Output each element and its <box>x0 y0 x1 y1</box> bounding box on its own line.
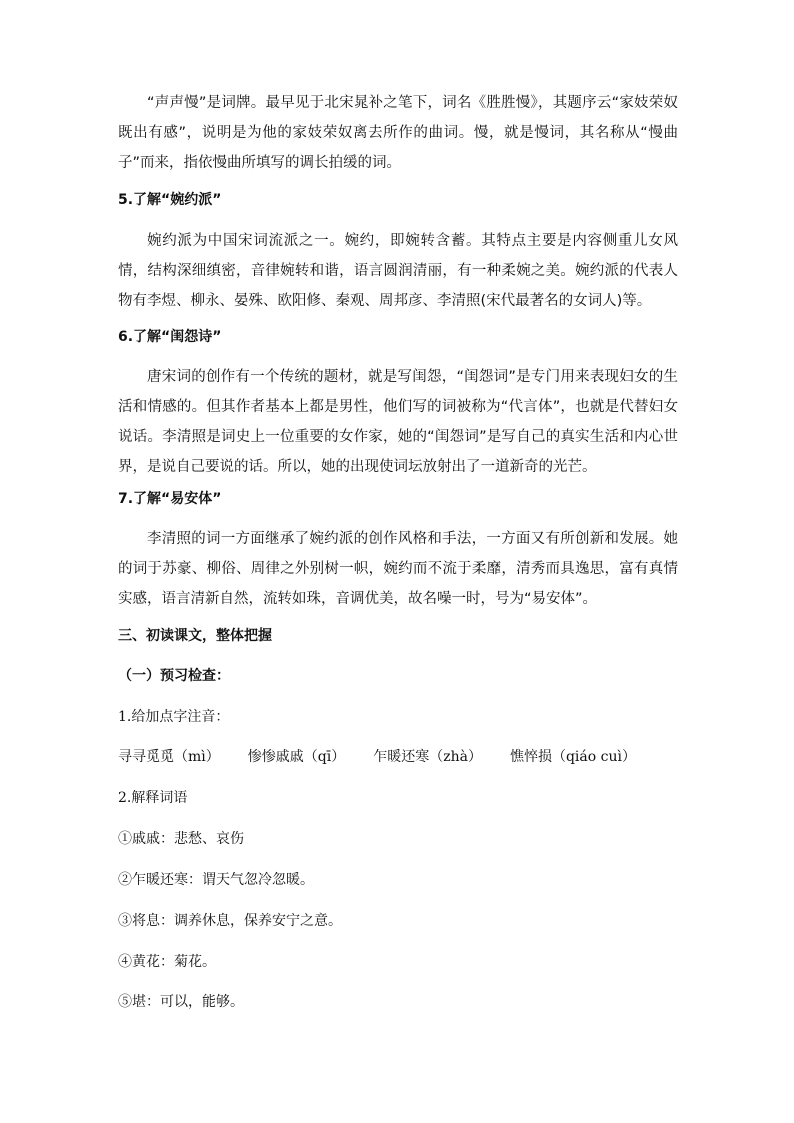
intro-paragraph: “声声慢”是词牌。最早见于北宋晁补之笔下，词名《胜胜慢》，其题序云“家妓荣奴既出有感”，说明是为他的家妓荣奴离去所作的曲词。慢，就是慢词，其名称从“慢曲子”而来，指依慢曲所填写的调长拍缓的词。 <box>118 95 678 171</box>
pinyin-item: 寻寻觅觅（mì） <box>118 749 220 765</box>
section-6-body <box>118 362 678 482</box>
preview-check-heading: （一）预习检查： <box>118 668 230 684</box>
section-7 <box>118 487 678 511</box>
term-item: ①戚戚：悲愁、哀伤 <box>118 831 244 847</box>
question-1 <box>118 705 678 729</box>
term-item: ③将息：调养休息，保养安宁之意。 <box>118 913 342 929</box>
section-6 <box>118 325 678 349</box>
section-7-paragraph: 李清照的词一方面继承了婉约派的创作风格和手法，一方面又有所创新和发展。她的词于苏豪、柳俗、周律之外别树一帜，婉约而不流于柔靡，清秀而具逸思，富有真情实感，语言清新自然，流转如珠，音调优美，故名噪一时，号为“易安体”。 <box>118 531 678 607</box>
intro-section <box>118 88 678 178</box>
part-3-heading: 三、初读课文，整体把握 <box>118 628 272 644</box>
question-2-label: 2.解释词语 <box>118 790 188 806</box>
pinyin-item: 憔悴损（qiáo cuì） <box>509 749 636 765</box>
section-7-body <box>118 524 678 614</box>
term-1 <box>118 827 678 851</box>
term-item: ②乍暖还寒：谓天气忽冷忽暖。 <box>118 872 314 888</box>
pinyin-list <box>118 745 678 769</box>
question-1-label: 1.给加点字注音： <box>118 709 230 725</box>
part-3 <box>118 624 678 648</box>
term-item: ⑤堪：可以，能够。 <box>118 994 244 1010</box>
term-2 <box>118 868 678 892</box>
question-2 <box>118 786 678 810</box>
term-3 <box>118 909 678 933</box>
section-6-paragraph: 唐宋词的创作有一个传统的题材，就是写闺怨，“闺怨词”是专门用来表现妇女的生活和情感的。但其作者基本上都是男性，他们写的词被称为“代言体”，也就是代替妇女说话。李清照是词史上一位重要的女作家，她的“闺怨词”是写自己的真实生活和内心世界，是说自己要说的话。所以，她的出现使词坛放射出了一道新奇的光芒。 <box>118 369 678 475</box>
section-5-paragraph: 婉约派为中国宋词流派之一。婉约，即婉转含蓄。其特点主要是内容侧重儿女风情，结构深细缜密，音律婉转和谐，语言圆润清丽，有一种柔婉之美。婉约派的代表人物有李煜、柳永、晏殊、欧阳修、秦观、周邦彦、李清照(宋代最著名的女词人)等。 <box>118 233 678 309</box>
term-4 <box>118 950 678 974</box>
preview-check <box>118 664 678 688</box>
section-6-heading: 6.了解“闺怨诗” <box>118 329 222 345</box>
pinyin-item: 乍暖还寒（zhà） <box>373 749 482 765</box>
section-5-heading: 5.了解“婉约派” <box>118 192 222 208</box>
section-7-heading: 7.了解“易安体” <box>118 491 222 507</box>
term-item: ④黄花：菊花。 <box>118 954 216 970</box>
pinyin-item: 惨惨戚戚（qī） <box>247 749 346 765</box>
section-5-body <box>118 226 678 316</box>
pinyin-row <box>118 745 678 769</box>
term-5 <box>118 990 678 1014</box>
section-5 <box>118 188 678 212</box>
